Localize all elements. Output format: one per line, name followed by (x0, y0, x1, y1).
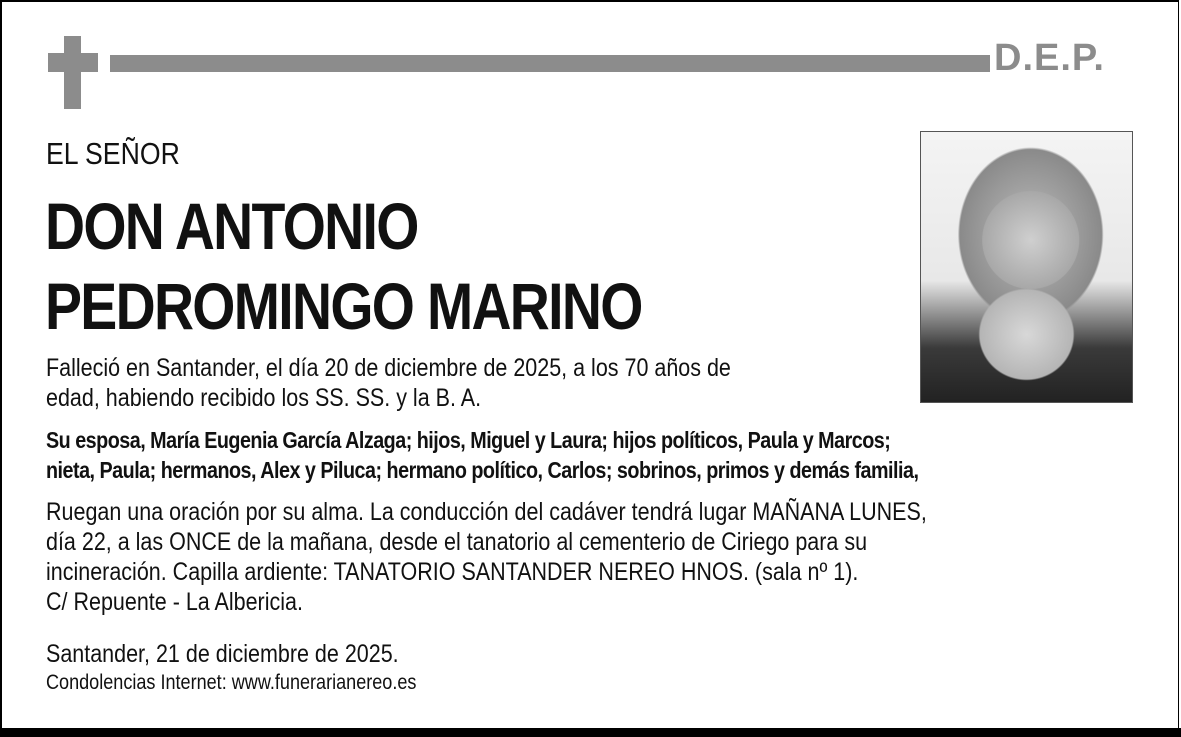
cross-icon-arm (48, 53, 98, 72)
name-line-1: DON ANTONIO (45, 189, 418, 263)
family-list: Su esposa, María Eugenia García Alzaga; hijos, Miguel y Laura; hijos políticos, Paula y Marcos; nieta, Paula; hermanos, Alex y Piluca; hermano político, Carlos; sobrinos, primos y demás familia, (46, 427, 919, 483)
condolences-link[interactable]: Condolencias Internet: www.funerarianereo.es (46, 671, 417, 694)
cross-icon (64, 36, 81, 109)
name-line-2: PEDROMINGO MARINO (45, 269, 642, 343)
death-notice: Falleció en Santander, el día 20 de diciembre de 2025, a los 70 años de edad, habiendo recibido los SS. SS. y la B. A. (46, 354, 731, 412)
bottom-border (0, 728, 1181, 737)
deceased-name (45, 186, 642, 346)
place-date: Santander, 21 de diciembre de 2025. (46, 640, 399, 668)
dep-label: D.E.P. (994, 37, 1105, 79)
portrait-photo (920, 131, 1133, 403)
header-rule (110, 55, 990, 72)
service-details: Ruegan una oración por su alma. La conducción del cadáver tendrá lugar MAÑANA LUNES, día 22, a las ONCE de la mañana, desde el tanatorio al cementerio de Ciriego para su incineración. Capilla ardiente: TANATORIO SANTANDER NEREO HNOS. (sala nº 1). C/ Repuente - La Albericia. (46, 498, 927, 616)
honorific-title: EL SEÑOR (46, 136, 180, 171)
